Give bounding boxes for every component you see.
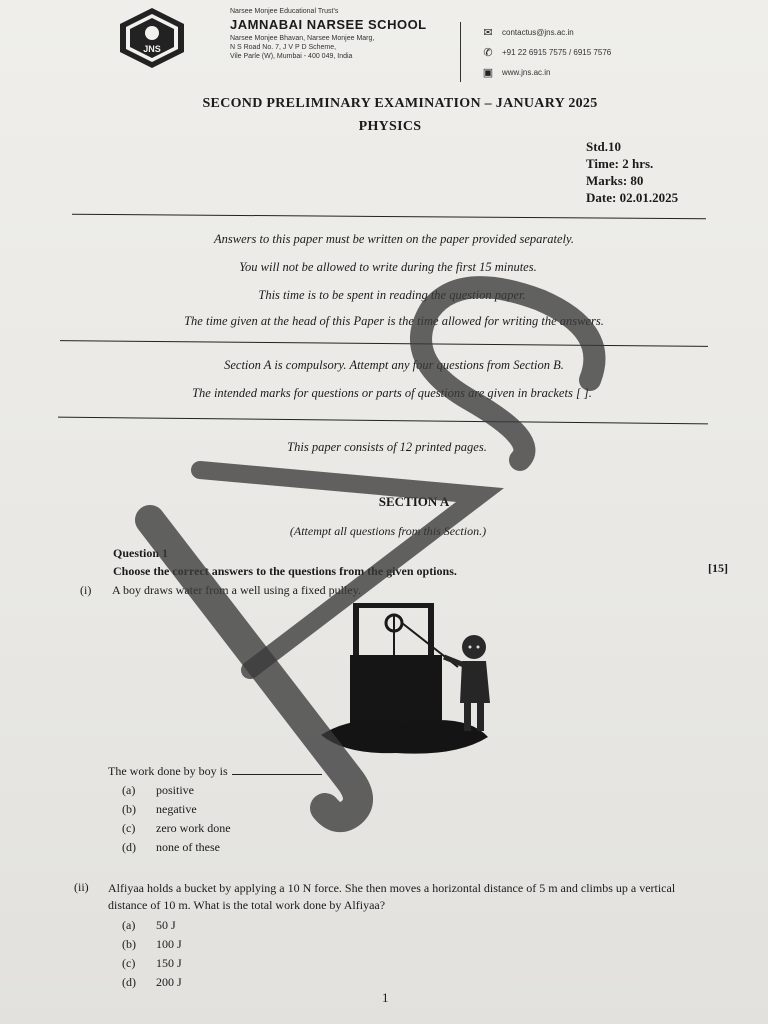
option-c <box>122 821 231 836</box>
rule-line: The intended marks for questions or parts of questions are given in brackets [ ]. <box>192 386 592 400</box>
option-c <box>122 956 182 971</box>
divider <box>58 417 708 425</box>
school-logo <box>116 6 188 70</box>
option-b <box>122 802 197 817</box>
option-d <box>122 840 220 855</box>
pages-note: This paper consists of 12 printed pages. <box>287 440 487 454</box>
option-label: (b) <box>122 937 136 951</box>
exam-std: Std.10 <box>586 139 622 154</box>
option-label: (a) <box>122 918 136 932</box>
trust-name: Narsee Monjee Educational Trust's <box>230 8 339 15</box>
option-label: (c) <box>122 956 136 970</box>
web-icon: ▣ <box>482 66 494 79</box>
question-title: Question 1 <box>113 546 169 560</box>
exam-title: SECOND PRELIMINARY EXAMINATION – JANUARY 2025 <box>202 96 598 111</box>
contact-phone <box>482 42 611 62</box>
phone-text: +91 22 6915 7575 / 6915 7576 <box>502 47 612 57</box>
option-text: 200 J <box>156 975 182 989</box>
instruction-line: Answers to this paper must be written on the paper provided separately. <box>214 232 574 246</box>
exam-date: Date: 02.01.2025 <box>586 190 679 205</box>
option-text: positive <box>156 783 194 797</box>
question-instruction: Choose the correct answers to the questions from the given options. <box>113 564 457 578</box>
contact-email <box>482 22 611 42</box>
option-text: 100 J <box>156 937 182 951</box>
phone-icon: ✆ <box>483 46 493 59</box>
part-number: (i) <box>80 583 92 597</box>
option-label: (b) <box>122 802 136 816</box>
address-line: Vile Parle (W), Mumbai - 400 049, India <box>230 53 353 60</box>
option-text: zero work done <box>156 821 231 835</box>
option-text: 150 J <box>156 956 182 970</box>
page-number: 1 <box>382 990 389 1005</box>
question-marks: [15] <box>708 561 728 575</box>
instruction-line: The time given at the head of this Paper is the time allowed for writing the answers. <box>184 314 604 328</box>
address-line: Narsee Monjee Bhavan, Narsee Monjee Marg, <box>230 35 375 42</box>
instruction-line: You will not be allowed to write during the first 15 minutes. <box>239 260 537 274</box>
school-address <box>230 34 455 61</box>
part-text: Alfiyaa holds a bucket by applying a 10 N force. She then moves a horizontal distance of 5 m and climbs up a vertical distance of 10 m. What is the total work done by Alfiyaa? <box>108 881 676 912</box>
part-text: A boy draws water from a well using a fixed pulley. <box>112 583 361 597</box>
contact-block <box>482 22 611 82</box>
option-label: (d) <box>122 840 136 854</box>
mail-icon: ✉ <box>483 26 493 39</box>
address-line: N S Road No. 7, J V P D Scheme, <box>230 44 337 51</box>
instruction-line: This time is to be spent in reading the question paper. <box>258 288 526 302</box>
divider <box>60 340 708 347</box>
exam-time: Time: 2 hrs. <box>586 156 654 171</box>
option-a <box>122 918 176 933</box>
exam-marks: Marks: 80 <box>586 173 644 188</box>
option-b <box>122 937 182 952</box>
section-title: SECTION A <box>378 494 450 509</box>
exam-meta <box>586 138 678 206</box>
option-text: 50 J <box>156 918 176 932</box>
option-label: (c) <box>122 821 136 835</box>
part-number: (ii) <box>74 880 89 894</box>
answer-blank <box>232 764 322 775</box>
question-stem <box>108 764 322 779</box>
divider <box>72 214 706 219</box>
section-subtitle: (Attempt all questions from this Section.) <box>289 524 487 538</box>
option-text: negative <box>156 802 197 816</box>
website-text: www.jns.ac.in <box>502 67 551 77</box>
exam-subject: PHYSICS <box>358 119 422 134</box>
option-a <box>122 783 194 798</box>
email-text: contactus@jns.ac.in <box>502 27 574 37</box>
stem-text: The work done by boy is <box>108 764 228 778</box>
well-pulley-figure <box>316 595 496 760</box>
option-label: (d) <box>122 975 136 989</box>
contact-web <box>482 62 611 82</box>
option-d <box>122 975 182 990</box>
option-label: (a) <box>122 783 136 797</box>
rule-line: Section A is compulsory. Attempt any four questions from Section B. <box>224 358 564 372</box>
school-info <box>230 8 455 61</box>
school-name: JAMNABAI NARSEE SCHOOL <box>230 17 427 32</box>
logo-text: JNS <box>143 44 161 54</box>
option-text: none of these <box>156 840 220 854</box>
header-divider <box>460 22 461 82</box>
